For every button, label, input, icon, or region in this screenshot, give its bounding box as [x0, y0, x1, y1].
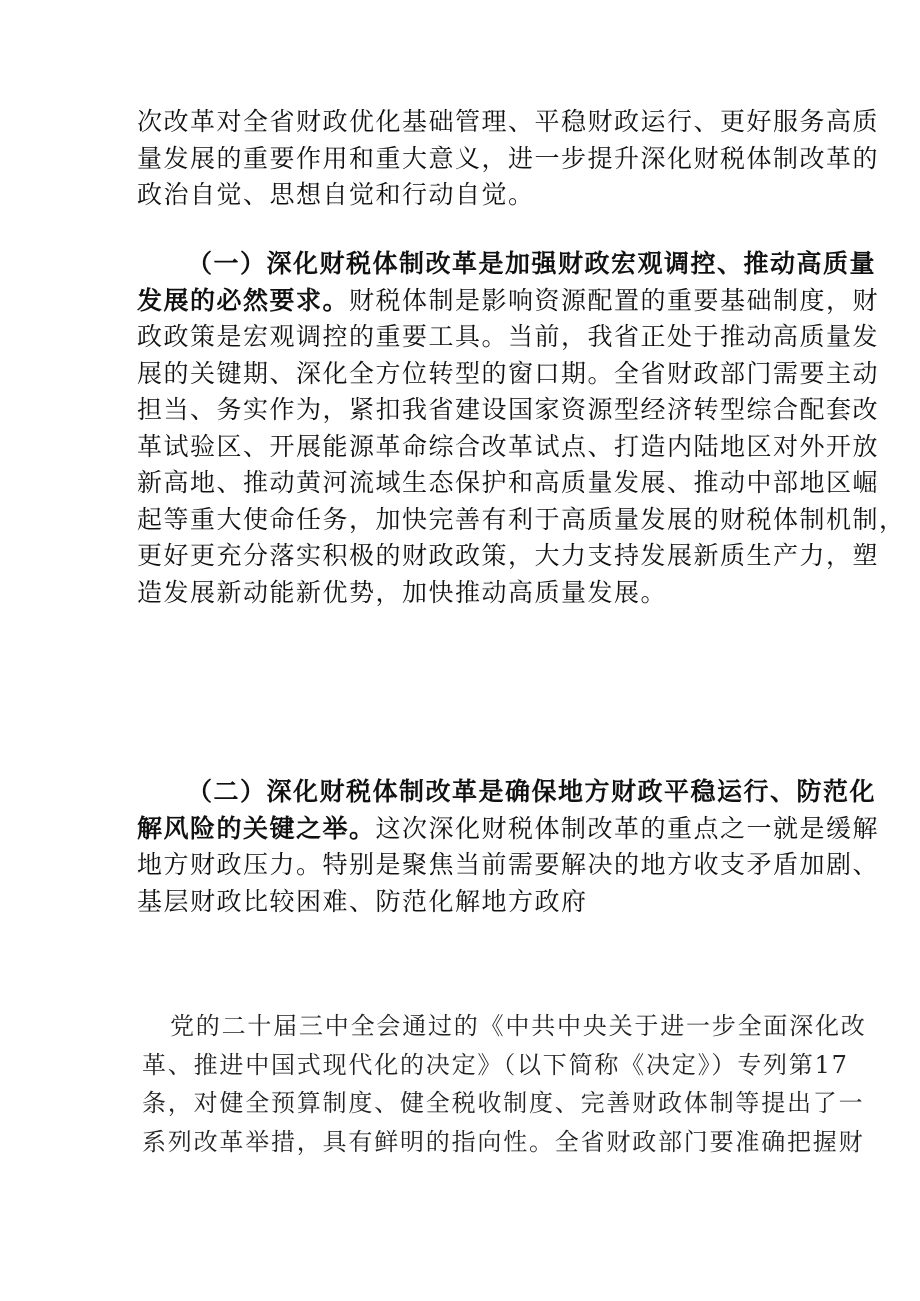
text-line: 量发展的重要作用和重大意义，进一步提升深化财税体制改革的 [137, 143, 880, 173]
text-run: 财税体制是影响资源配置的重要基础制度，财 [349, 285, 880, 315]
text-line [137, 811, 880, 848]
text-line: 造发展新动能新优势，加快推动高质量发展。 [137, 577, 668, 607]
text-line: 起等重大使命任务，加快完善有利于高质量发展的财税体制机制， [137, 504, 906, 534]
text-line: 条，对健全预算制度、健全税收制度、完善财政体制等提出了一 [142, 1089, 865, 1117]
section-heading-2: （二）深化财税体制改革是确保地方财政平稳运行、防范化 [187, 777, 877, 806]
text-line: 担当、务实作为，紧扣我省建设国家资源型经济转型综合配套改 [137, 395, 880, 424]
text-line: 系列改革举措，具有鲜明的指向性。全省财政部门要准确把握财 [142, 1127, 865, 1156]
paragraph-3 [137, 774, 880, 920]
paragraph-2 [137, 246, 906, 611]
text-line: 地方财政压力。特别是聚焦当前需要解决的地方收支矛盾加剧、 [137, 850, 880, 879]
section-heading-1: （一）深化财税体制改革是加强财政宏观调控、推动高质量 [187, 249, 877, 278]
text-run: 这次深化财税体制改革的重点之一就是缓解 [375, 813, 880, 843]
text-line: 革试验区、开展能源革命综合改革试点、打造内陆地区对外开放 [137, 431, 880, 461]
paragraph-1 [137, 104, 880, 214]
section-heading-2-end: 解风险的关键之举。 [137, 813, 376, 843]
text-line: 次改革对全省财政优化基础管理、平稳财政运行、更好服务高质 [137, 107, 880, 136]
text-line: 更好更充分落实积极的财政政策，大力支持发展新质生产力，塑 [137, 541, 880, 570]
text-line: 基层财政比较困难、防范化解地方政府 [137, 886, 588, 916]
text-line: 新高地、推动黄河流域生态保护和高质量发展、推动中部地区崛 [137, 468, 880, 497]
text-line: 政治自觉、思想自觉和行动自觉。 [137, 180, 535, 209]
text-line: 革、推进中国式现代化的决定》（以下简称《决定》）专列第17 [142, 1050, 849, 1079]
paragraph-4 [142, 1007, 867, 1161]
text-line: 展的关键期、深化全方位转型的窗口期。全省财政部门需要主动 [137, 358, 880, 388]
text-line: 政政策是宏观调控的重要工具。当前，我省正处于推动高质量发 [137, 322, 880, 351]
text-line: 党的二十届三中全会通过的《中共中央关于进一步全面深化改 [170, 1012, 867, 1040]
section-heading-1-end: 发展的必然要求。 [137, 285, 350, 315]
text-line [137, 283, 880, 320]
